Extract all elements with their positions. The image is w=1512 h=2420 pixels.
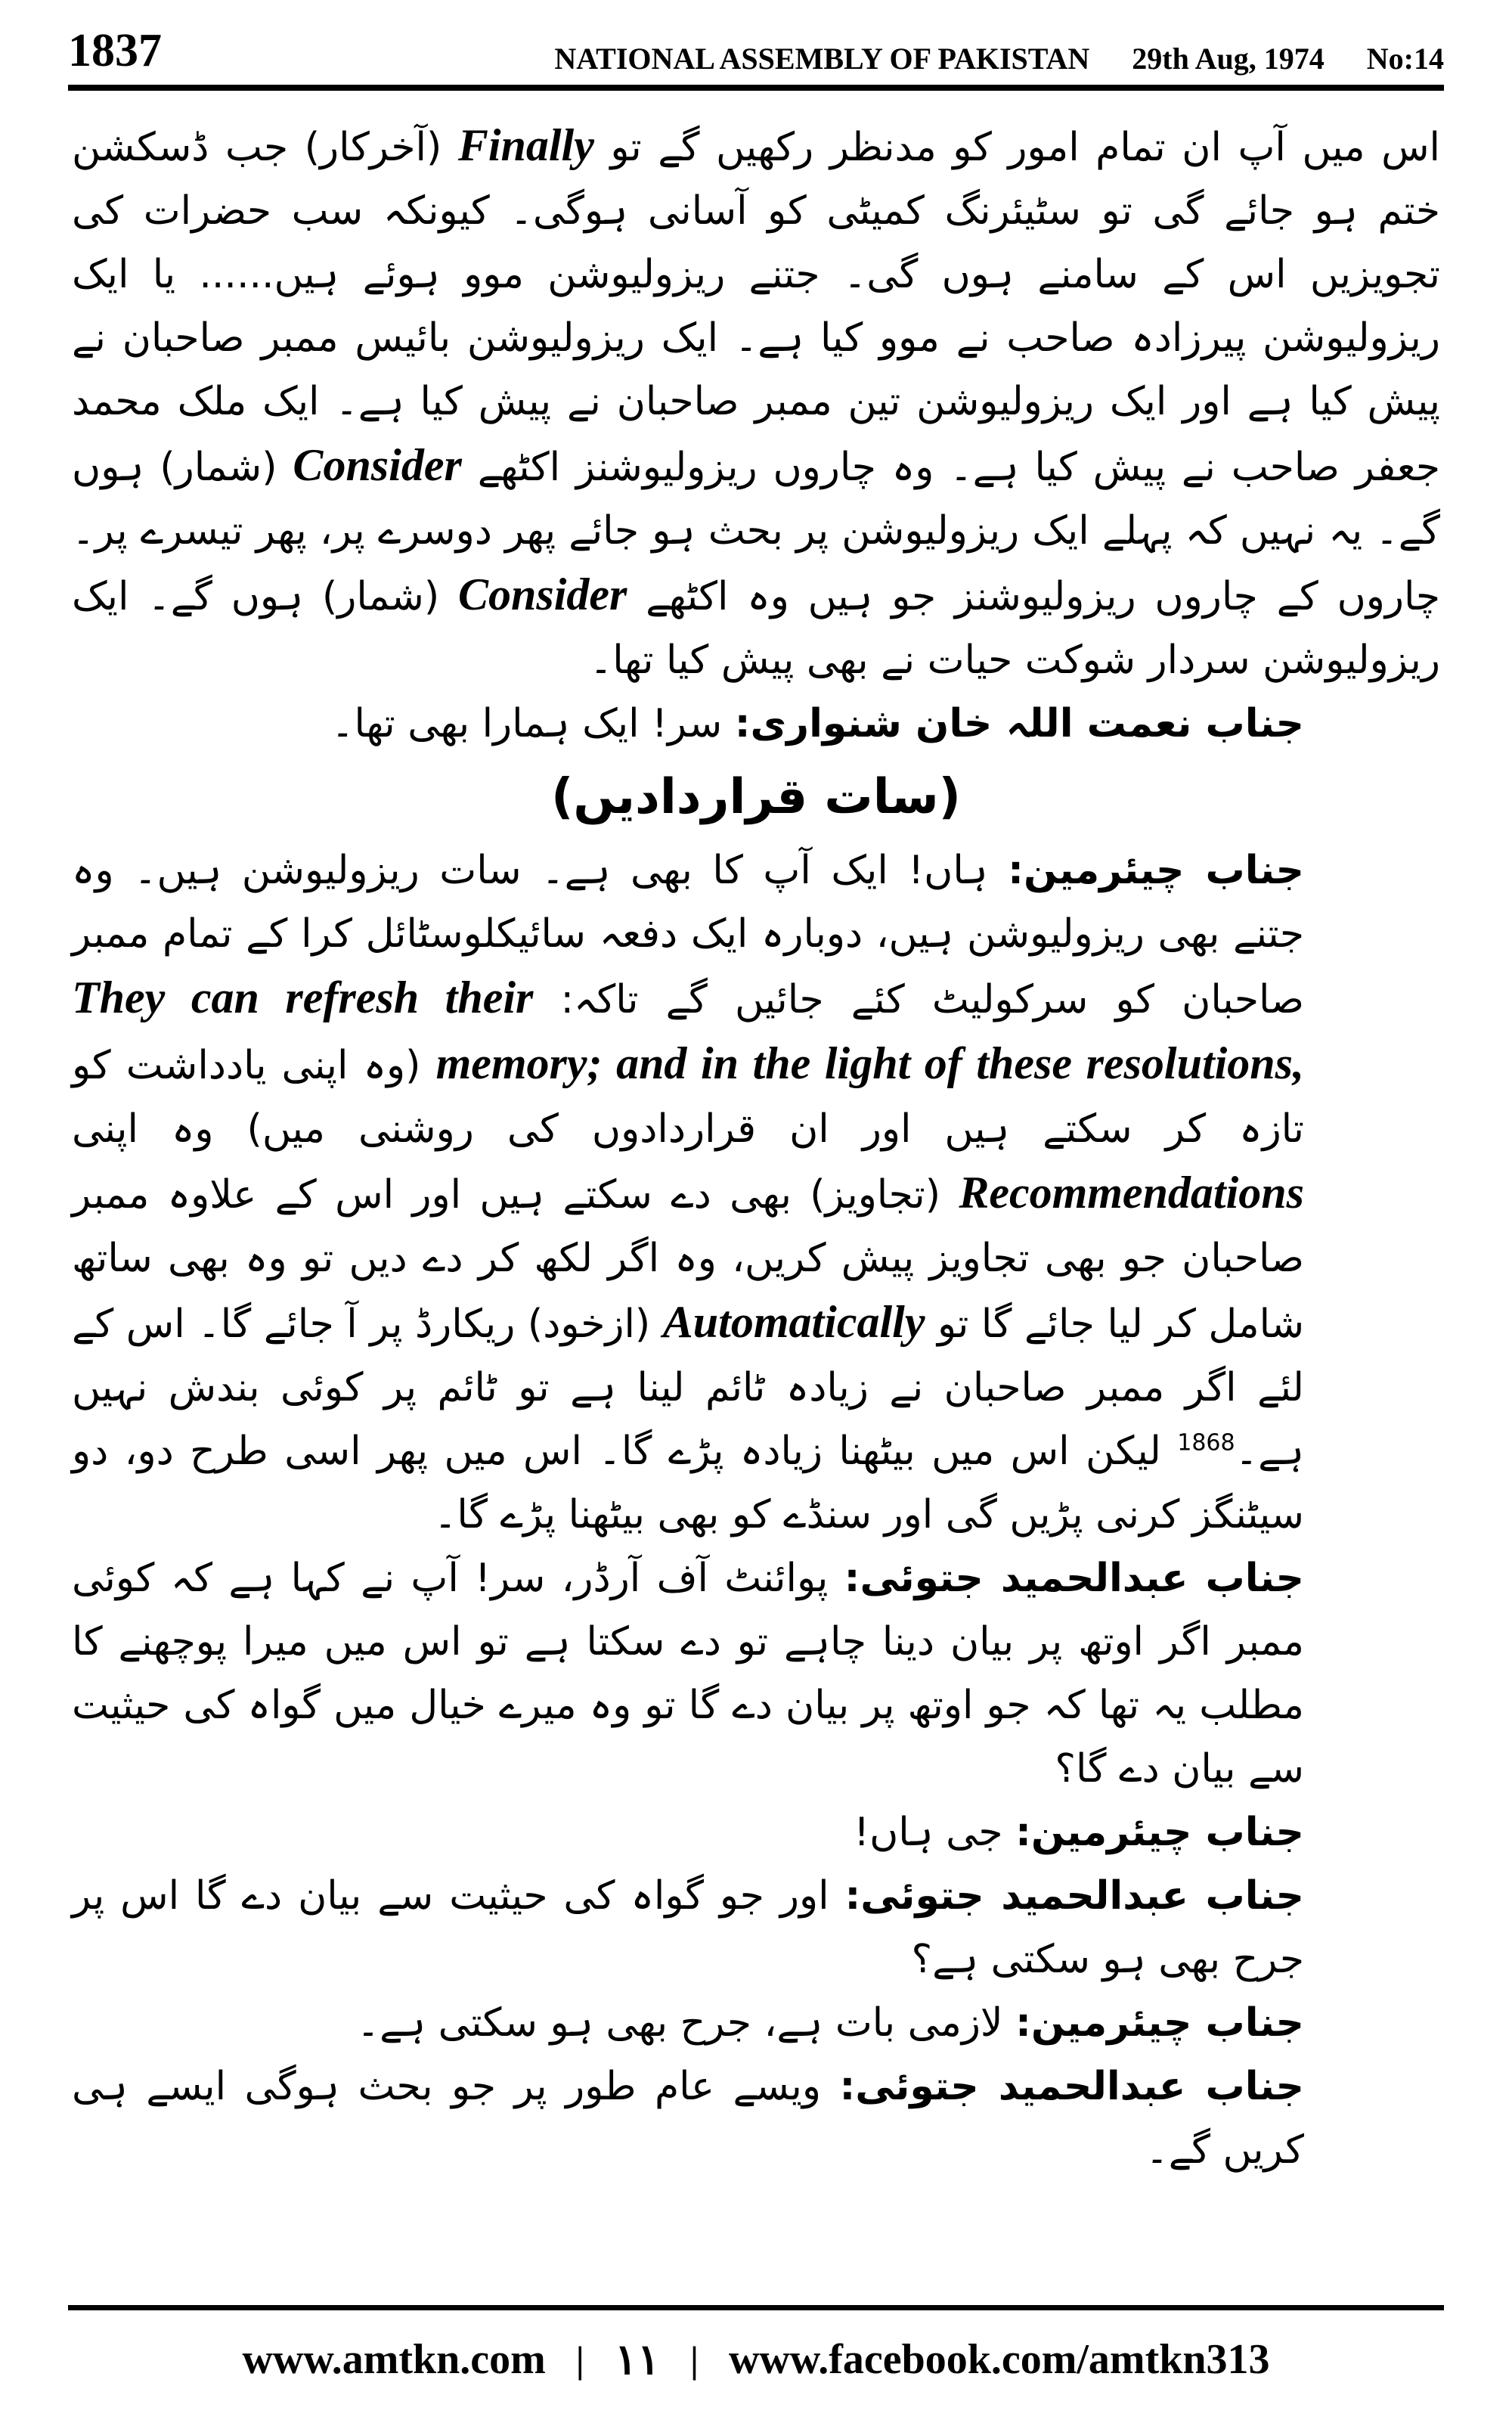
page-footer [68, 2325, 1444, 2394]
speaker-name: جناب عبدالحمید جتوئی: [844, 1873, 1305, 1919]
page-header [68, 23, 1444, 91]
text-segment: (ازخود) ریکارڈ پر آ جائے گا۔ اس کے لئے اگر ممبر صاحبان نے زیادہ ٹائم لینا ہے تو ٹائم پر کوئی بندش نہیں ہے۔ [72, 1302, 1305, 1474]
speaker-name: جناب عبدالحمید جتوئی: [844, 1556, 1304, 1601]
text-segment: (وہ اپنی یادداشت کو تازہ کر سکتے ہیں اور ان قراردادوں کی روشنی میں) وہ اپنی [72, 1043, 1304, 1152]
text-segment: اس میں آپ ان تمام امور کو مدنظر رکھیں گے تو [610, 125, 1441, 170]
website-link[interactable]: www.amtkn.com [242, 2336, 546, 2383]
issue-number: No:14 [1366, 42, 1444, 76]
speech-jatoi-1 [72, 1547, 1440, 1801]
english-term: Consider [457, 569, 627, 619]
speech-text: پوائنٹ آف آرڈر، سر! آپ نے کہا ہے کہ کوئی ممبر اگر اوتھ پر بیان دینا چاہے تو دے سکتا ہے تو اس میں میرا پوچھنے کا مطلب یہ تھا کہ جو اوتھ پر بیان دے گا تو وہ میرے خیال میں گواہ کی حیثیت سے بیان دے گا؟ [72, 1556, 1304, 1792]
speaker-name: جناب نعمت اللہ خان شنواری: [734, 701, 1304, 746]
speech-text: لازمی بات ہے، جرح بھی ہو سکتی ہے۔ [356, 2000, 1003, 2046]
page-number: 1837 [68, 25, 162, 76]
speech-text: اور جو گواہ کی حیثیت سے بیان دے گا اس پر جرح بھی ہو سکتی ہے؟ [72, 1873, 1304, 1982]
speech-jatoi-2 [72, 1864, 1440, 1991]
footer-divider [68, 2305, 1444, 2310]
english-term: Automatically [662, 1297, 925, 1347]
facebook-link[interactable]: www.facebook.com/amtkn313 [728, 2336, 1270, 2383]
english-term: Recommendations [959, 1168, 1304, 1218]
paragraph-steering-committee [72, 113, 1440, 692]
speech-jatoi-3 [72, 2055, 1440, 2182]
footer-separator: | [575, 2338, 584, 2381]
text-segment: (شمار) ہوں گے۔ یہ نہیں کہ پہلے ایک ریزولیوشن پر بحث ہو جائے پھر دوسرے پر، پھر تیسرے پر۔ چاروں کے چاروں ریزولیوشنز جو ہیں وہ اکٹھے [72, 445, 1440, 619]
speech-text: ویسے عام طور پر جو بحث ہوگی ایسے ہی کریں گے۔ [72, 2064, 1304, 2173]
text-segment: لیکن اس میں بیٹھنا زیادہ پڑے گا۔ اس میں پھر اسی طرح دو، دو سیٹنگز کرنی پڑیں گی اور سنڈے کو بھی بیٹھنا پڑے گا۔ [72, 1429, 1304, 1537]
assembly-name: NATIONAL ASSEMBLY OF PAKISTAN [554, 42, 1090, 76]
text-segment: ہاں! ایک آپ کا بھی ہے۔ سات ریزولیوشن ہیں۔ وہ جتنے بھی ریزولیوشن ہیں، دوبارہ ایک دفعہ سائیکلوسٹائل کرا کے تمام ممبر صاحبان کو سرکولیٹ کئے جائیں گے تاکہ: [72, 848, 1304, 1022]
text-segment: (شمار) ہوں گے۔ ایک ریزولیوشن سردار شوکت حیات نے بھی پیش کیا تھا۔ [72, 574, 1440, 683]
english-term: Finally [457, 120, 594, 170]
session-date: 29th Aug, 1974 [1132, 42, 1325, 76]
header-info [554, 44, 1444, 74]
speaker-name: جناب چیئرمین: [1008, 848, 1305, 893]
text-segment: (آخرکار) جب ڈسکشن ختم ہو جائے گی تو سٹیئرنگ کمیٹی کو آسانی ہوگی۔ کیونکہ سب حضرات کی تجویزیں اس کے سامنے ہوں گی۔ جتنے ریزولیوشن موو ہوئے ہیں...... یا ایک ریزولیوشن پیرزادہ صاحب نے موو کیا ہے۔ ایک ریزولیوشن بائیس ممبر صاحبان نے پیش کیا ہے اور ایک ریزولیوشن تین ممبر صاحبان نے پیش کیا ہے۔ ایک ملک محمد جعفر صاحب نے پیش کیا ہے۔ وہ چاروں ریزولیوشنز اکٹھے [72, 125, 1441, 490]
speech-shinwari [72, 692, 1440, 755]
transcript-body [72, 113, 1440, 2261]
english-term: Consider [293, 440, 462, 490]
english-phrase: They can refresh their memory; and in the light of these resolutions, [72, 973, 1305, 1088]
speech-chairman-3 [72, 1991, 1440, 2055]
section-title: (سات قراردادیں) [551, 769, 961, 825]
speaker-name: جناب عبدالحمید جتوئی: [839, 2064, 1304, 2109]
speaker-name: جناب چیئرمین: [1015, 2000, 1304, 2046]
speech-text: جی ہاں! [854, 1810, 1003, 1855]
footnote-marker: 1868 [1177, 1429, 1235, 1457]
speech-chairman-2 [72, 1801, 1440, 1864]
speaker-name: جناب چیئرمین: [1015, 1810, 1304, 1855]
footer-page-marker: ۱۱ [614, 2336, 660, 2384]
text-segment: (تجاویز) بھی دے سکتے ہیں اور اس کے علاوہ ممبر صاحبان جو بھی تجاویز پیش کریں، وہ اگر لکھ کر دے دیں تو وہ بھی ساتھ شامل کر لیا جائے گا تو [72, 1172, 1305, 1347]
speech-text: سر! ایک ہمارا بھی تھا۔ [331, 701, 723, 746]
speech-chairman-resolutions [72, 839, 1440, 1547]
footer-separator: | [689, 2338, 699, 2381]
